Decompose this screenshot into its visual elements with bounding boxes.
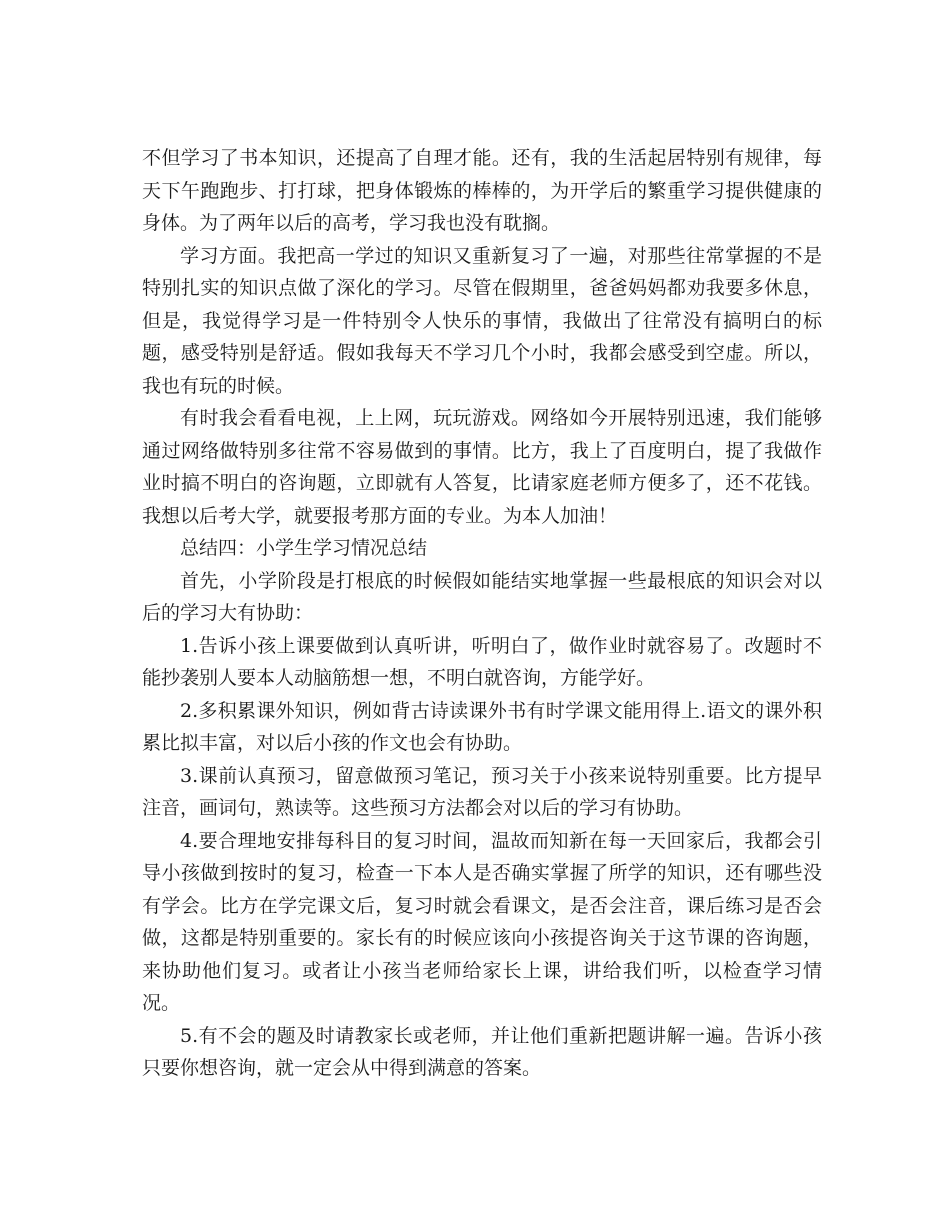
paragraph-leisure: 有时我会看看电视，上上网，玩玩游戏。网络如今开展特别迅速，我们能够通过网络做特别多往常不容易做到的事情。比方，我上了百度明白，提了我做作业时搞不明白的咨询题，立即就有人答复，比请家庭老师方便多了，还不花钱。我想以后考大学，就要报考那方面的专业。为本人加油！	[142, 407, 822, 527]
list-item-5: 5.有不会的题及时请教家长或老师，并让他们重新把题讲解一遍。告诉小孩只要你想咨询，就一定会从中得到满意的答案。	[142, 1024, 822, 1079]
section-heading: 总结四：小学生学习情况总结	[180, 537, 428, 559]
list-item-3: 3.课前认真预习，留意做预习笔记，预习关于小孩来说特别重要。比方提早注音，画词句，熟读等。这些预习方法都会对以后的学习有协助。	[142, 764, 822, 819]
paragraph-study-review: 学习方面。我把高一学过的知识又重新复习了一遍，对那些往常掌握的不是特别扎实的知识点做了深化的学习。尽管在假期里，爸爸妈妈都劝我要多休息，但是，我觉得学习是一件特别令人快乐的事情，我做出了往常没有搞明白的标题，感受特别是舒适。假如我每天不学习几个小时，我都会感受到空虚。所以，我也有玩的时候。	[142, 244, 822, 397]
list-item-2: 2.多积累课外知识，例如背古诗读课外书有时学课文能用得上.语文的课外积累比拟丰富，对以后小孩的作文也会有协助。	[142, 699, 822, 754]
list-item-1: 1.告诉小孩上课要做到认真听讲，听明白了，做作业时就容易了。改题时不能抄袭别人要本人动脑筋想一想，不明白就咨询，方能学好。	[142, 634, 822, 689]
document-body	[142, 142, 822, 1085]
list-item-4: 4.要合理地安排每科目的复习时间，温故而知新在每一天回家后，我都会引导小孩做到按时的复习，检查一下本人是否确实掌握了所学的知识，还有哪些没有学会。比方在学完课文后，复习时就会看课文，是否会注音，课后练习是否会做，这都是特别重要的。家长有的时候应该向小孩提咨询关于这节课的咨询题，来协助他们复习。或者让小孩当老师给家长上课，讲给我们听，以检查学习情况。	[142, 829, 822, 1014]
paragraph-continuation: 不但学习了书本知识，还提高了自理才能。还有，我的生活起居特别有规律，每天下午跑跑步、打打球，把身体锻炼的棒棒的，为开学后的繁重学习提供健康的身体。为了两年以后的高考，学习我也没有耽搁。	[142, 147, 822, 234]
paragraph-intro: 首先，小学阶段是打根底的时候假如能结实地掌握一些最根底的知识会对以后的学习大有协助：	[142, 569, 822, 624]
